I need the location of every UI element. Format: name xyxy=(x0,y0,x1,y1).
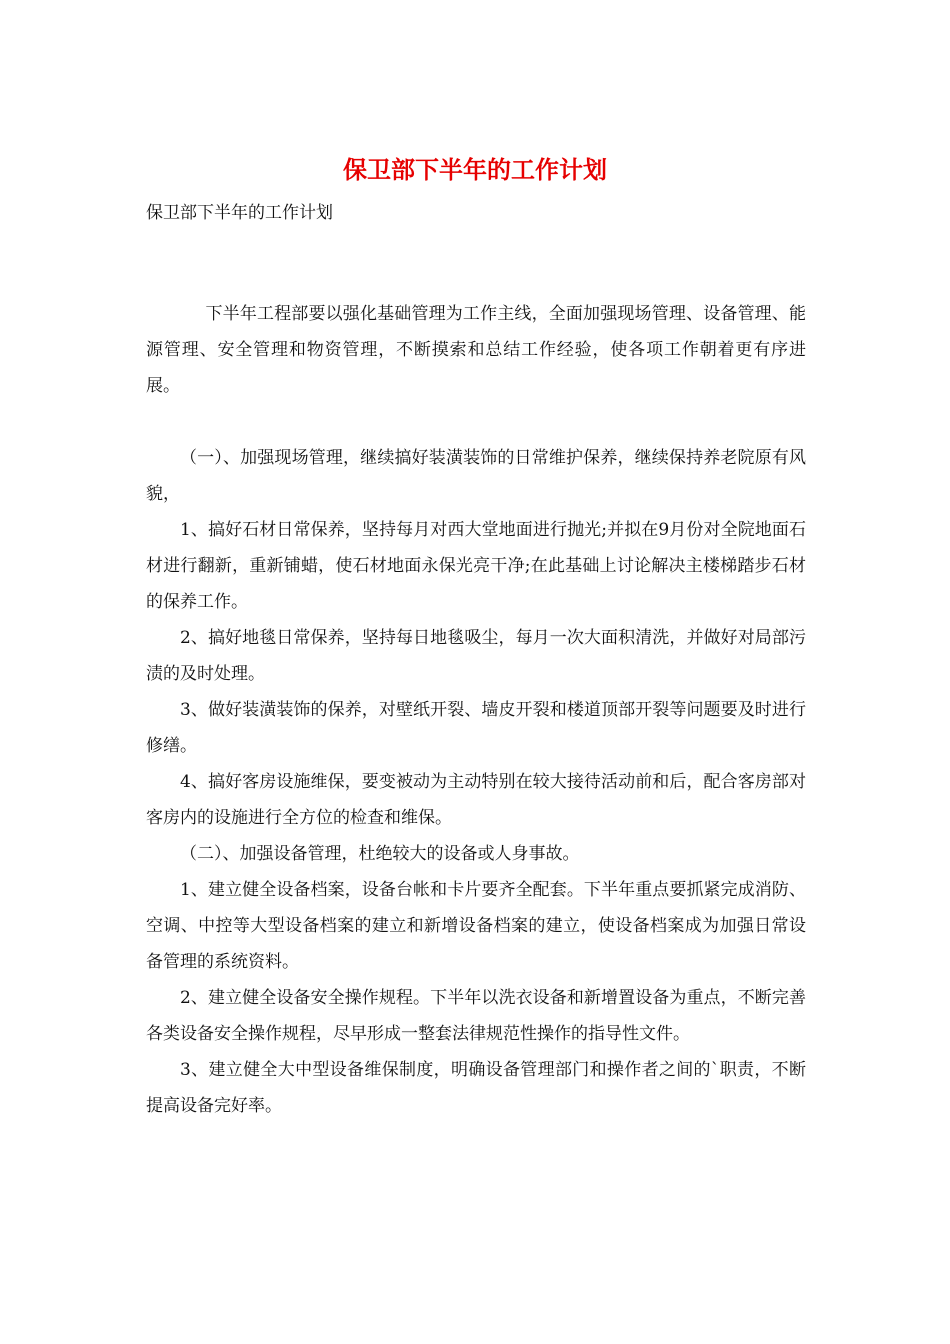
document-title: 保卫部下半年的工作计划 xyxy=(343,155,607,184)
paragraph-item: 2、搞好地毯日常保养，坚持每日地毯吸尘，每月一次大面积清洗，并做好对局部污渍的及时处理。 xyxy=(146,628,806,684)
document-body xyxy=(146,296,806,1124)
paragraph-item: 1、建立健全设备档案，设备台帐和卡片要齐全配套。下半年重点要抓紧完成消防、空调、中控等大型设备档案的建立和新增设备档案的建立，使设备档案成为加强日常设备管理的系统资料。 xyxy=(146,880,806,972)
paragraph-item: 4、搞好客房设施维保，要变被动为主动特别在较大接待活动前和后，配合客房部对客房内的设施进行全方位的检查和维保。 xyxy=(146,772,806,828)
section-heading-2: （二）、加强设备管理，杜绝较大的设备或人身事故。 xyxy=(180,844,580,864)
paragraph-item: 3、做好装潢装饰的保养，对壁纸开裂、墙皮开裂和楼道顶部开裂等问题要及时进行修缮。 xyxy=(146,700,806,756)
paragraph-item: 1、搞好石材日常保养，坚持每月对西大堂地面进行抛光;并拟在9月份对全院地面石材进行翻新，重新铺蜡，使石材地面永保光亮干净;在此基础上讨论解决主楼梯踏步石材的保养工作。 xyxy=(146,520,806,612)
document-subtitle: 保卫部下半年的工作计划 xyxy=(146,203,333,223)
section-heading-1: （一）、加强现场管理，继续搞好装潢装饰的日常维护保养，继续保持养老院原有风貌， xyxy=(146,448,806,504)
paragraph-item: 2、建立健全设备安全操作规程。下半年以洗衣设备和新增置设备为重点，不断完善各类设备安全操作规程，尽早形成一整套法律规范性操作的指导性文件。 xyxy=(146,988,806,1044)
intro-paragraph: 下半年工程部要以强化基础管理为工作主线，全面加强现场管理、设备管理、能源管理、安全管理和物资管理，不断摸索和总结工作经验，使各项工作朝着更有序进展。 xyxy=(146,304,806,396)
paragraph-item: 3、建立健全大中型设备维保制度，明确设备管理部门和操作者之间的`职责，不断提高设备完好率。 xyxy=(146,1060,806,1116)
